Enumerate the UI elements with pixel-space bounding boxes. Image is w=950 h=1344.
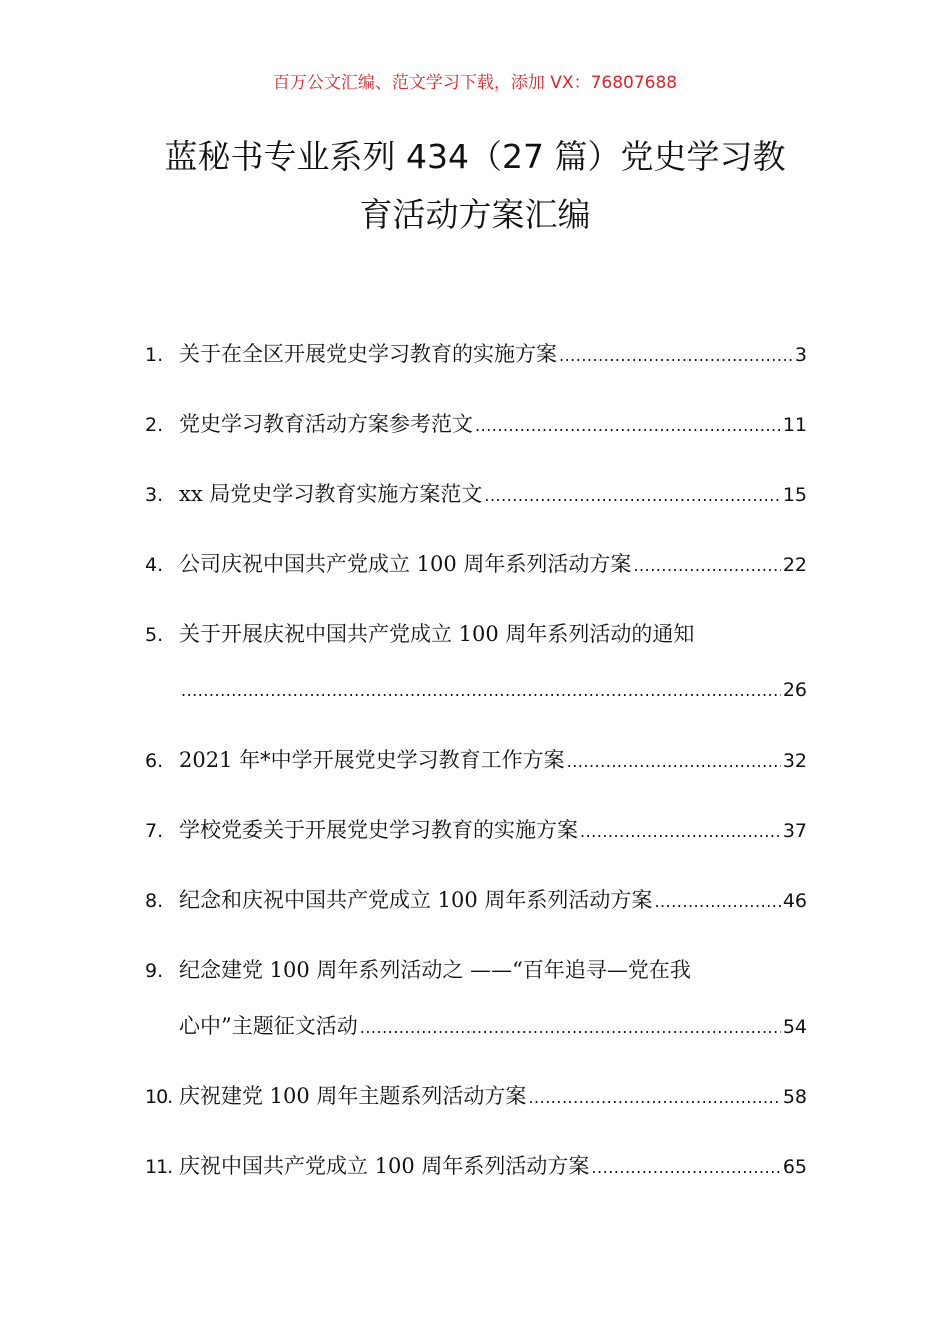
toc-entry-page: 11 (782, 414, 807, 436)
toc-entry-page: 46 (782, 890, 807, 912)
toc-leader-dots (360, 1000, 781, 1056)
toc-leader-dots (654, 874, 780, 930)
toc-entry-title: 关于开展庆祝中国共产党成立 100 周年系列活动的通知 (179, 622, 695, 646)
toc-entry-page: 58 (782, 1086, 807, 1108)
toc-entry-number: 10. (145, 1086, 173, 1108)
toc-entry-title: 关于在全区开展党史学习教育的实施方案 (179, 342, 557, 366)
toc-entry-8[interactable] (145, 872, 807, 928)
toc-leader-dots (633, 538, 780, 594)
title-line-2: 育活动方案汇编 (359, 195, 591, 234)
toc-entry-title-part-b: 系列活动方案 (505, 552, 632, 576)
toc-entry-title-line-1: 纪念建党 100 周年系列活动之 ——“百年追寻—党在我 (179, 958, 691, 982)
toc-entry-number: 5. (145, 624, 164, 646)
toc-entry-number: 7. (145, 820, 164, 842)
toc-entry-page: 22 (782, 554, 807, 576)
toc-entry-title: 党史学习教育活动方案参考范文 (179, 412, 473, 436)
toc-entry-title: 纪念和庆祝中国共产党成立 100 周年系列活动方案 (179, 888, 653, 912)
toc-entry-10[interactable] (145, 1068, 807, 1124)
toc-entry-number: 9. (145, 960, 164, 982)
toc-entry-title-line-2: 心中”主题征文活动 (179, 1014, 358, 1038)
toc-entry-11[interactable] (145, 1138, 807, 1194)
toc-entry-2[interactable] (145, 396, 807, 452)
toc-entry-number: 3. (145, 484, 164, 506)
toc-leader-dots (591, 1140, 780, 1196)
toc-entry-title: 庆祝建党 100 周年主题系列活动方案 (179, 1084, 527, 1108)
toc-entry-page: 65 (782, 1156, 807, 1178)
toc-leader-dots (528, 1070, 780, 1126)
toc-entry-7[interactable] (145, 802, 807, 858)
toc-entry-page: 26 (782, 679, 807, 701)
toc-entry-number: 2. (145, 414, 164, 436)
toc-leader-dots (580, 804, 781, 860)
toc-entry-title: 庆祝中国共产党成立 100 周年系列活动方案 (179, 1154, 590, 1178)
toc-leader-dots (181, 663, 781, 719)
title-line-1: 蓝秘书专业系列 434（27 篇）党史学习教 (164, 137, 786, 176)
toc-entry-title (179, 536, 631, 592)
toc-entry-title: xx 局党史学习教育实施方案范文 (179, 482, 483, 506)
toc-leader-dots (567, 734, 781, 790)
toc-entry-page: 32 (782, 750, 807, 772)
toc-leader-dots (484, 468, 780, 524)
toc-entry-number: 4. (145, 554, 164, 576)
toc-entry-4[interactable] (145, 536, 807, 592)
toc-entry-page: 3 (794, 344, 807, 366)
table-of-contents (145, 326, 807, 1194)
document-title (120, 128, 830, 244)
toc-entry-5[interactable] (145, 606, 807, 718)
toc-entry-3[interactable] (145, 466, 807, 522)
header-contact-banner: 百万公文汇编、范文学习下载，添加 VX：76807688 (272, 73, 678, 93)
toc-entry-title: 学校党委关于开展党史学习教育的实施方案 (179, 818, 578, 842)
toc-entry-9[interactable] (145, 942, 807, 1054)
toc-entry-title: 2021 年*中学开展党史学习教育工作方案 (179, 748, 565, 772)
toc-entry-number: 8. (145, 890, 164, 912)
toc-entry-6[interactable] (145, 732, 807, 788)
toc-entry-page: 15 (782, 484, 807, 506)
toc-entry-number: 1. (145, 344, 164, 366)
toc-leader-dots (475, 398, 781, 454)
toc-entry-title-part-a: 公司庆祝中国共产党成立 100 周年 (179, 552, 506, 576)
toc-entry-page: 54 (782, 1016, 807, 1038)
toc-entry-number: 11. (145, 1156, 173, 1178)
toc-entry-1[interactable] (145, 326, 807, 382)
toc-entry-page: 37 (782, 820, 807, 842)
toc-entry-number: 6. (145, 750, 164, 772)
toc-leader-dots (559, 328, 793, 384)
